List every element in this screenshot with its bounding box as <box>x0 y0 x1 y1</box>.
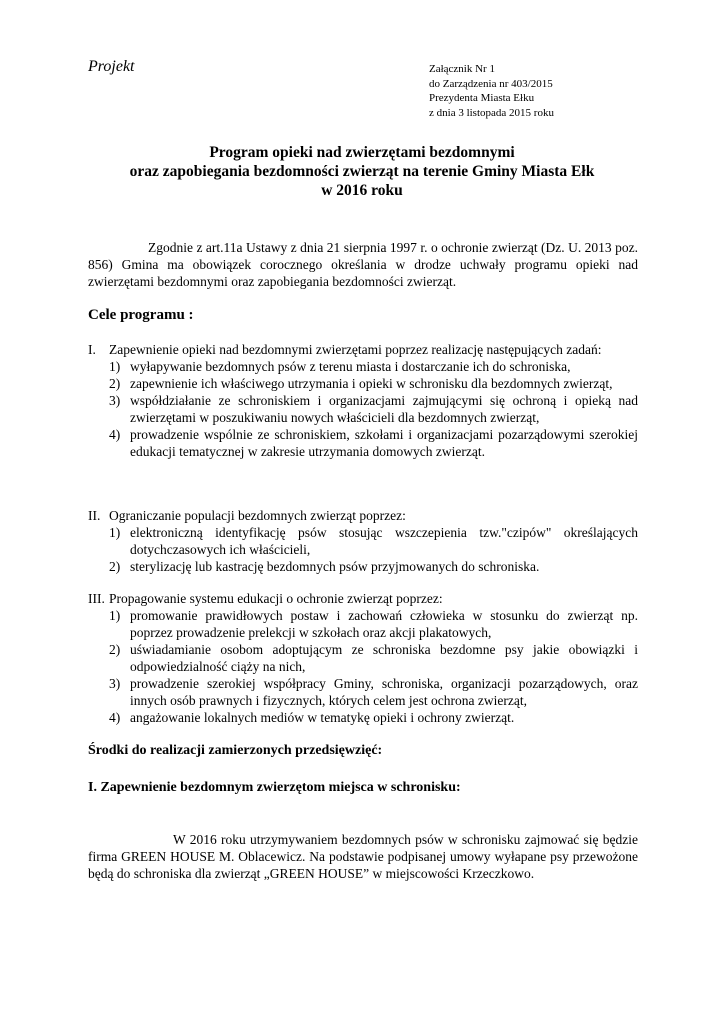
item-number: 1) <box>109 359 121 374</box>
item-text: promowanie prawidłowych postaw i zachowań człowieka w stosunku do zwierząt np. poprzez prowadzenie prelekcji w szkołach oraz akcji plakatowych, <box>130 608 638 640</box>
section-number: III. <box>88 591 105 606</box>
title-line: Program opieki nad zwierzętami bezdomnymi <box>209 144 515 161</box>
attachment-line: z dnia 3 listopada 2015 roku <box>429 106 554 119</box>
item-text: angażowanie lokalnych mediów w tematykę opieki i ochrony zwierząt. <box>130 710 515 725</box>
item-number: 4) <box>109 710 121 725</box>
goal-section <box>88 507 638 575</box>
item-text: wyłapywanie bezdomnych psów z terenu miasta i dostarczanie ich do schroniska, <box>130 359 571 374</box>
list-item <box>109 358 638 375</box>
section-text: Propagowanie systemu edukacji o ochronie zwierząt poprzez: <box>109 591 443 606</box>
task-list <box>109 607 638 726</box>
attachment-line: Prezydenta Miasta Ełku <box>429 92 535 104</box>
item-text: sterylizację lub kastrację bezdomnych psów przyjmowanych do schroniska. <box>130 559 540 574</box>
title-line: oraz zapobiegania bezdomności zwierząt na terenie Gminy Miasta Ełk <box>129 163 595 180</box>
list-item <box>109 675 638 709</box>
item-text: uświadamianie osobom adoptującym ze schroniska bezdomne psy jakie obowiązki i odpowiedzialność ciąży na nich, <box>130 642 638 674</box>
list-item <box>109 426 638 460</box>
item-text: elektroniczną identyfikację psów stosując wszczepienia tzw."czipów" określających dotychczasowych ich właścicieli, <box>130 525 638 557</box>
item-text: zapewnienie ich właściwego utrzymania i opieki w schronisku dla bezdomnych zwierząt, <box>130 376 613 391</box>
item-number: 3) <box>109 676 121 691</box>
task-list <box>109 358 638 460</box>
list-item <box>109 524 638 558</box>
goal-section <box>88 590 638 726</box>
item-number: 2) <box>109 642 121 657</box>
attachment-note <box>429 62 554 120</box>
attachment-line: do Zarządzenia nr 403/2015 <box>429 77 553 90</box>
item-number: 4) <box>109 427 121 442</box>
closing-paragraph: W 2016 roku utrzymywaniem bezdomnych psów w schronisku zajmować się będzie firma GREEN HOUSE M. Oblacewicz. Na podstawie podpisanej umowy wyłapane psy przewożone będą do schroniska dla zwierząt „GREEN HOUSE” w miejscowości Krzeczkowo. <box>88 832 638 881</box>
list-item <box>109 392 638 426</box>
title-line: w 2016 roku <box>321 182 403 199</box>
list-item <box>109 375 638 392</box>
item-text: prowadzenie szerokiej współpracy Gminy, schroniska, organizacji pozarządowych, oraz innych osób prawnych i fizycznych, których celem jest ochrona zwierząt, <box>130 676 638 708</box>
item-number: 2) <box>109 559 121 574</box>
section-text: Ograniczanie populacji bezdomnych zwierząt poprzez: <box>109 508 406 523</box>
project-label: Projekt <box>88 58 135 75</box>
section-number: I. <box>88 342 96 357</box>
section-number: II. <box>88 508 101 523</box>
item-number: 3) <box>109 393 121 408</box>
item-text: współdziałanie ze schroniskiem i organizacjami zajmującymi się ochroną i opieką nad zwierzętami w poszukiwaniu nowych właścicieli dla bezdomnych zwierząt, <box>130 393 638 425</box>
intro-paragraph: Zgodnie z art.11a Ustawy z dnia 21 sierpnia 1997 r. o ochronie zwierząt (Dz. U. 2013 poz. 856) Gmina ma obowiązek corocznego określania w drodze uchwały programu opieki nad zwierzętami bezdomnymi oraz zapobiegania bezdomności zwierząt. <box>88 240 638 289</box>
attachment-line: Załącznik Nr 1 <box>429 63 495 75</box>
section-text: Zapewnienie opieki nad bezdomnymi zwierzętami poprzez realizację następujących zadań: <box>109 342 602 357</box>
item-number: 1) <box>109 608 121 623</box>
list-item <box>109 607 638 641</box>
list-item <box>109 558 638 575</box>
goals-heading: Cele programu : <box>88 307 194 323</box>
list-item <box>109 641 638 675</box>
item-number: 2) <box>109 376 121 391</box>
measures-heading: Środki do realizacji zamierzonych przedsięwzięć: <box>88 743 383 758</box>
measure-1-heading: I. Zapewnienie bezdomnym zwierzętom miejsca w schronisku: <box>88 780 461 795</box>
task-list <box>109 524 638 575</box>
goal-section <box>88 341 638 460</box>
item-number: 1) <box>109 525 121 540</box>
document-title <box>60 143 664 200</box>
list-item <box>109 709 638 726</box>
item-text: prowadzenie wspólnie ze schroniskiem, szkołami i organizacjami pozarządowymi szerokiej edukacji tematycznej w zakresie utrzymania domowych zwierząt. <box>130 427 638 459</box>
